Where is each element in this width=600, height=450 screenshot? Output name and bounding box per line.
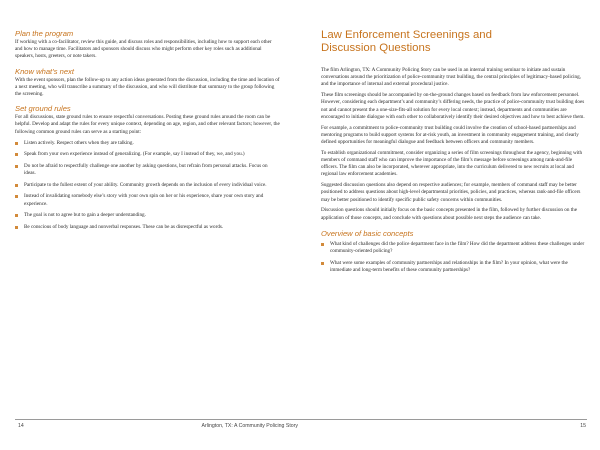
list-item-text: Speak from your own experience instead of generalizing. (For example, say I instead of they, we, and you.)	[24, 151, 245, 158]
list-item-text: Listen actively. Respect others when they are talking.	[24, 139, 134, 146]
bullet-icon	[321, 243, 324, 246]
list-item-text: What were some examples of community partnerships and relationships in the film? In your opinion, what were the immediate and long-term benefits of these community partnerships?	[330, 259, 568, 273]
page-title-line-2: Discussion Questions	[321, 42, 431, 54]
footer-title: Arlington, TX: A Community Policing Story	[201, 423, 298, 429]
list-item	[15, 193, 280, 207]
list-item	[321, 241, 587, 255]
page-number: 15	[580, 423, 586, 429]
overview-questions-list	[321, 241, 587, 274]
list-item	[15, 140, 280, 147]
left-column	[15, 29, 280, 235]
left-footer	[15, 419, 300, 430]
right-page	[300, 0, 600, 450]
list-item	[15, 212, 280, 219]
body-paragraph: For example, a commitment to police-community trust building could involve the creation of school-based partnerships and mentoring programs to build support systems for at-risk youth, an investment in community engagement training, and clearly defined opportunities for meaningful dialogue and feedback between officers and community members.	[321, 124, 579, 146]
bullet-icon	[321, 262, 324, 265]
list-item-text: Be conscious of body language and nonverbal responses. These can be as disrespectful as words.	[24, 223, 224, 230]
heading-ground-rules: Set ground rules	[15, 104, 71, 114]
page-number: 14	[18, 423, 24, 429]
list-item	[15, 182, 280, 189]
bullet-icon	[15, 184, 18, 187]
right-footer	[300, 419, 587, 430]
bullet-icon	[15, 165, 18, 168]
list-item	[15, 163, 280, 177]
list-item	[15, 151, 280, 158]
bullet-icon	[15, 214, 18, 217]
body-paragraph: To establish organizational commitment, consider organizing a series of film screenings throughout the agency, beginning with members of command staff who can improve the importance of the film’s message before screenings among rank-and-file officers. The film can also be incorporated, wherever appropriate, into the curriculum delivered to new recruits at local and regional law enforcement academies.	[321, 149, 583, 178]
ground-rules-intro: For all discussions, state ground rules to ensure respectful conversations. Posting these ground rules around the room can be helpful. Develop and adapt the rules for every unique context, depending on age, region, and other relevant factors; however, the following common ground rules can serve as a starting point:	[15, 114, 280, 135]
plan-program-text: If working with a co-facilitator, review this guide, and discuss roles and responsibilities, including how to support each other and how to manage time. Facilitators and sponsors should discuss who might perform other key roles such as additional speakers, hosts, greeters, or note takers.	[15, 39, 272, 60]
bullet-icon	[15, 195, 18, 198]
list-item-text: Instead of invalidating somebody else’s story with your own spin on her or his experience, share your own story and experience.	[24, 193, 264, 207]
bullet-icon	[15, 142, 18, 145]
heading-plan-program: Plan the program	[15, 29, 74, 38]
list-item-text: The goal is not to agree but to gain a deeper understanding.	[24, 212, 146, 219]
body-paragraph: These film screenings should be accompanied by on-the-ground changes based on feedback from law enforcement personnel. However, considering each department’s and community’s differing needs, the practice of police-community trust building does not and cannot present the a one-size-fits-all solution for every local context; instead, departments and communities are encouraged to initiate dialogue with each other to collaboratively identify their desired objectives and how to best achieve them.	[321, 92, 585, 120]
body-paragraph: The film Arlington, TX: A Community Policing Story can be used in an internal training seminar to initiate and sustain conversations around the prioritization of police-community trust building, the central principles of legitimacy-based policing, and the importance of internal and external procedural justice.	[321, 67, 581, 88]
body-paragraph: Discussion questions should initially focus on the basic concepts presented in the film, followed by further discussion on the application of those concepts, and conclude with questions about possible next steps the audience can take.	[321, 207, 577, 221]
page-title-line-1: Law Enforcement Screenings and	[321, 29, 492, 41]
list-item-text: Do not be afraid to respectfully challenge one another by asking questions, but refrain from personal attacks. Focus on ideas.	[24, 163, 268, 177]
list-item	[15, 224, 280, 231]
ground-rules-list	[15, 140, 280, 231]
heading-overview: Overview of basic concepts	[321, 228, 414, 238]
list-item-text: Participate to the fullest extent of your ability. Community growth depends on the inclusion of every individual voice.	[24, 181, 267, 188]
bullet-icon	[15, 153, 18, 156]
know-whats-next-text: With the event sponsors, plan the follow-up to any action ideas generated from the discussion, including the time and location of a next meeting, who will transcribe a summary of the discussion, and who will distribute that summary to the group following the screening.	[15, 76, 280, 98]
page-title	[321, 29, 587, 55]
body-paragraph: Suggested discussion questions also depend on respective audiences; for example, members of command staff may be better positioned to address questions about high-level departmental priorities, policies, and practices, whereas rank-and-file officers may be better positioned to identify specific public safety concerns within communities.	[321, 182, 581, 203]
heading-know-whats-next: Know what’s next	[15, 66, 74, 76]
list-item	[321, 260, 587, 274]
list-item-text: What kind of challenges did the police department face in the film? How did the department address these challenges under community-oriented policing?	[330, 240, 585, 255]
bullet-icon	[15, 226, 18, 229]
right-column	[321, 29, 587, 278]
